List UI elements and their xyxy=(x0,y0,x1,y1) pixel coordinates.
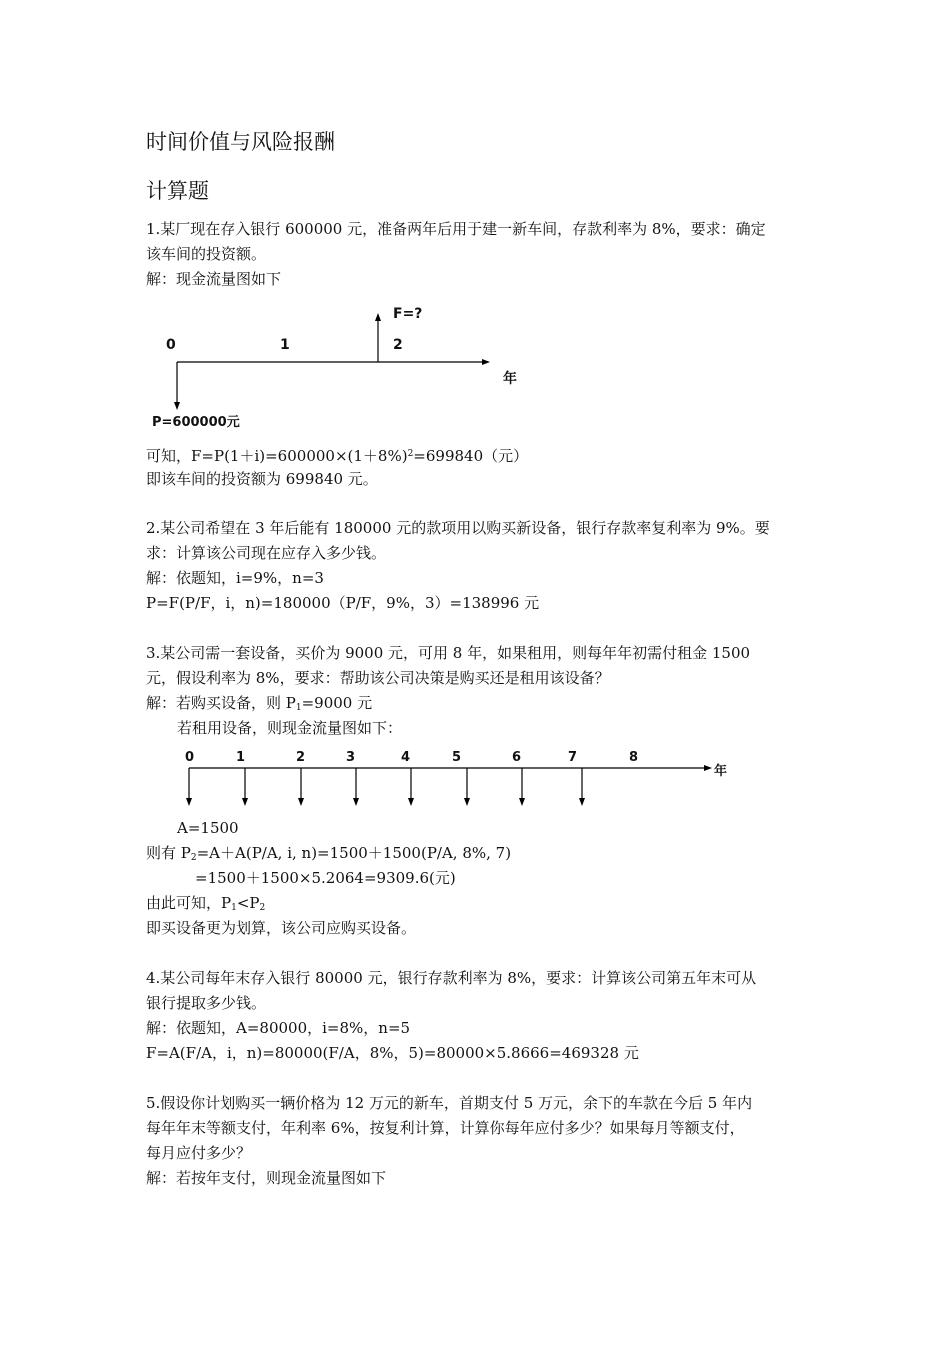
section-heading: 计算题 xyxy=(146,179,209,203)
q2-question-line2: 求：计算该公司现在应存入多少钱。 xyxy=(146,544,387,562)
q1-question-line2: 该车间的投资额。 xyxy=(146,245,267,263)
q1-axis-unit: 年 xyxy=(503,371,517,387)
q3-question-line2: 元，假设利率为 8%，要求：帮助该公司决策是购买还是租用该设备？ xyxy=(146,669,610,687)
q3-tick-0: 0 xyxy=(185,750,195,765)
q3-tick-4: 4 xyxy=(401,750,411,765)
q3-tick-2: 2 xyxy=(296,750,306,765)
q5-question-line2: 每年年末等额支付，年利率 6%，按复利计算，计算你每年应付多少？如果每月等额支付， xyxy=(146,1119,745,1137)
q1-conclusion: 即该车间的投资额为 699840 元。 xyxy=(146,470,378,488)
q3-calculation-line1: 则有 $P_2=A+A(P/A$, i, n)=1500＋1500(P/A, 8%, 7) xyxy=(146,844,512,863)
q1-p-label: P=600000元 xyxy=(152,415,240,430)
q3-calculation-line2: =1500＋1500×5.2064=9309.6(元) xyxy=(195,869,456,887)
q4-question-line2: 银行提取多少钱。 xyxy=(146,994,267,1012)
q4-formula: F=A(F/A，i，n)=80000(F/A，8%，5)=80000×5.8666=469328 元 xyxy=(146,1044,639,1062)
q3-tick-7: 7 xyxy=(568,750,578,765)
q3-annuity-label: A=1500 xyxy=(177,819,239,837)
q3-tick-6: 6 xyxy=(512,750,522,765)
q1-calculation: 可知，$F=P(1+i)=600000\times(1+8\%)^2=699840$（元） xyxy=(146,447,529,465)
q3-comparison: 由此可知，$P_1<P_2$ xyxy=(146,894,266,913)
q3-conclusion: 即买设备更为划算，该公司应购买设备。 xyxy=(146,919,417,937)
q5-question-line1: 5.假设你计划购买一辆价格为 12 万元的新车，首期支付 5 万元，余下的车款在今后 5 年内 xyxy=(146,1094,753,1112)
q3-solution-lease: 若租用设备，则现金流量图如下： xyxy=(177,719,403,737)
q5-solution: 解：若按年支付，则现金流量图如下 xyxy=(146,1169,387,1187)
q2-formula: P=F(P/F，i，n)=180000（P/F，9%，3）=138996 元 xyxy=(146,594,540,612)
q2-question-line1: 2.某公司希望在 3 年后能有 180000 元的款项用以购买新设备，银行存款率复利率为 9%。要 xyxy=(146,519,770,537)
q3-tick-5: 5 xyxy=(452,750,462,765)
q4-solution: 解：依题知，A=80000，i=8%，n=5 xyxy=(146,1019,411,1037)
q3-tick-8: 8 xyxy=(629,750,639,765)
q1-question-line1: 1.某厂现在存入银行 600000 元，准备两年后用于建一新车间，存款利率为 8%，要求：确定 xyxy=(146,220,766,238)
page-title: 时间价值与风险报酬 xyxy=(146,130,335,154)
q5-question-line3: 每月应付多少？ xyxy=(146,1144,252,1162)
q3-axis-unit: 年 xyxy=(714,764,728,779)
q3-solution-buy: 解：若购买设备，则 $P_1=9000$ 元 xyxy=(146,694,373,713)
q3-tick-1: 1 xyxy=(236,750,246,765)
q1-f-label: F=? xyxy=(393,306,423,322)
q3-question-line1: 3.某公司需一套设备，买价为 9000 元，可用 8 年，如果租用，则每年年初需付租金 1500 xyxy=(146,644,751,662)
q1-solution-intro: 解：现金流量图如下 xyxy=(146,270,282,288)
q1-tick-1: 1 xyxy=(280,337,290,353)
q2-solution: 解：依题知，i=9%，n=3 xyxy=(146,569,324,587)
q4-question-line1: 4.某公司每年末存入银行 80000 元，银行存款利率为 8%，要求：计算该公司第五年末可从 xyxy=(146,969,757,987)
q1-tick-0: 0 xyxy=(166,337,176,353)
q1-tick-2: 2 xyxy=(393,337,403,353)
q3-tick-3: 3 xyxy=(346,750,356,765)
